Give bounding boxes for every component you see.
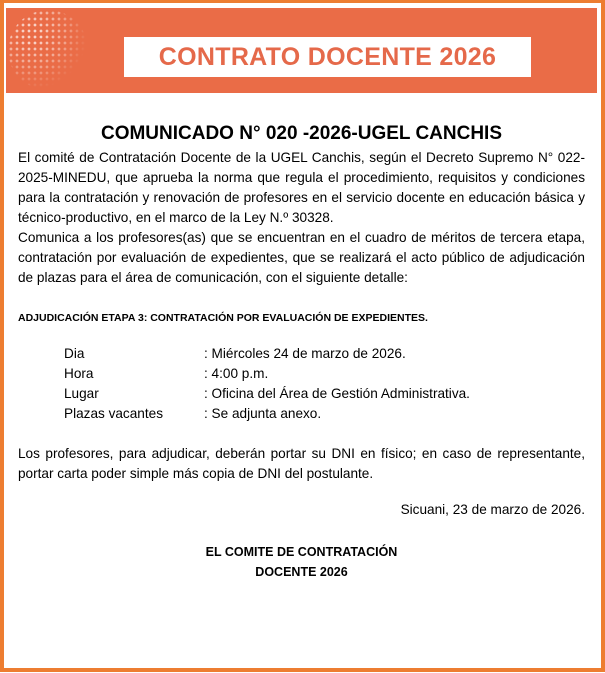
section-heading: ADJUDICACIÓN ETAPA 3: CONTRATACIÓN POR EVALUACIÓN DE EXPEDIENTES. (18, 312, 428, 324)
detail-label: Hora (64, 366, 94, 381)
detail-row-hora (64, 364, 585, 384)
signature-line-2: DOCENTE 2026 (255, 565, 348, 579)
intro-paragraph: El comité de Contratación Docente de la UGEL Canchis, según el Decreto Supremo N° 022-2025-MINEDU, que aprueba la norma que regula el procedimiento, requisitos y condiciones para la contratación y renovación de profesores en el servicio docente en educación básica y técnico-productivo, en el marco de la Ley N.º 30328. (18, 150, 585, 225)
detail-row-dia (64, 344, 585, 364)
detail-row-lugar (64, 384, 585, 404)
header-banner (6, 8, 597, 93)
detail-row-plazas (64, 404, 585, 424)
page-title: COMUNICADO N° 020 -2026-UGEL CANCHIS (100, 123, 503, 144)
document-body (18, 122, 585, 582)
detail-value: : Se adjunta anexo. (204, 406, 322, 421)
detail-label: Lugar (64, 386, 99, 401)
signature-line-1: EL COMITE DE CONTRATACIÓN (205, 545, 398, 559)
announcement-paragraph: Comunica a los profesores(as) que se encuentran en el cuadro de méritos de tercera etapa, contratación por evaluación de expedientes, que se realizará el acto público de adjudicación de plazas para el área de comunicación, con el siguiente detalle: (18, 230, 585, 285)
banner-title-box (124, 37, 531, 77)
detail-label: Dia (64, 346, 85, 361)
dot-pattern-decoration (8, 10, 88, 90)
date-line: Sicuani, 23 de marzo de 2026. (400, 502, 585, 517)
detail-value: : 4:00 p.m. (204, 366, 269, 381)
details-list (64, 344, 585, 424)
banner-title: CONTRATO DOCENTE 2026 (158, 42, 497, 71)
detail-value: : Oficina del Área de Gestión Administrativa. (204, 386, 470, 401)
closing-paragraph: Los profesores, para adjudicar, deberán portar su DNI en físico; en caso de representante, portar carta poder simple más copia de DNI del postulante. (18, 446, 585, 481)
signature-block (18, 542, 585, 582)
detail-label: Plazas vacantes (64, 406, 163, 421)
detail-value: : Miércoles 24 de marzo de 2026. (204, 346, 406, 361)
